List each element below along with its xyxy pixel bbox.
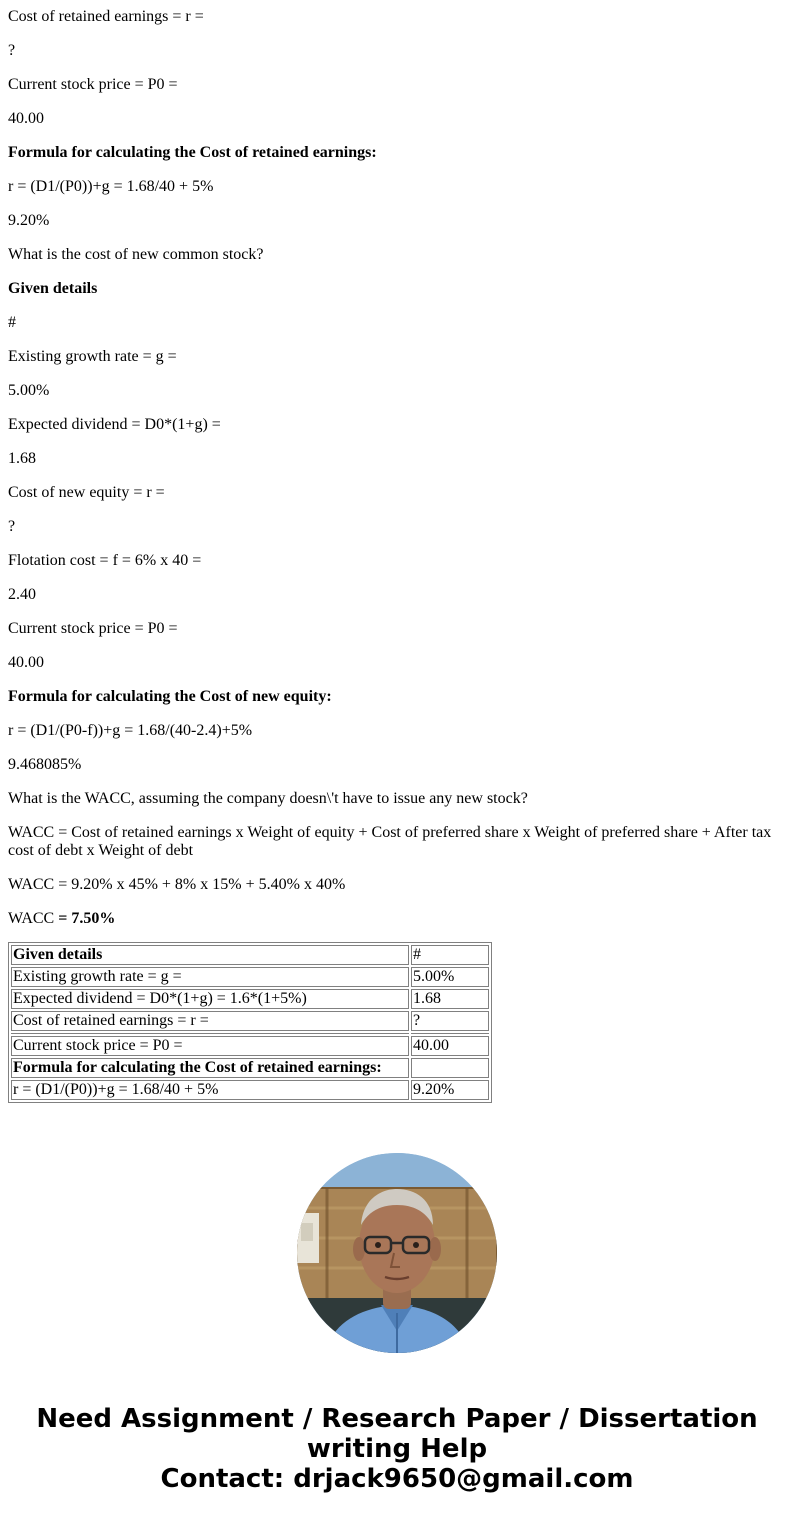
table-separator-cell [411,1033,489,1034]
table-cell-label: Formula for calculating the Cost of retained earnings: [11,1058,409,1078]
table-cell-label: Cost of retained earnings = r = [11,1011,409,1031]
given-details-table [8,942,492,1103]
table-row [11,989,489,1009]
text-line: 40.00 [8,654,44,671]
table-separator-cell [11,1033,409,1034]
text-line: Cost of new equity = r = [8,484,165,501]
text-line: r = (D1/(P0-f))+g = 1.68/(40-2.4)+5% [8,722,253,739]
table-cell-value [411,1058,489,1078]
table-cell-label: r = (D1/(P0))+g = 1.68/40 + 5% [11,1080,409,1100]
avatar [297,1153,497,1353]
table-cell-value: 1.68 [411,989,489,1009]
table-cell-label: Existing growth rate = g = [11,967,409,987]
wacc-formula: WACC = Cost of retained earnings x Weight of equity + Cost of preferred share x Weight of preferred share + After tax cost of debt x Weight of debt [8,824,772,859]
table-cell-value: 40.00 [411,1036,489,1056]
text-line: 40.00 [8,110,44,127]
text-line: Cost of retained earnings = r = [8,8,204,25]
text-line: 9.20% [8,212,50,229]
promo-line: writing Help [306,1434,488,1464]
table-cell-value: # [411,945,489,965]
wacc-calculation: WACC = 9.20% x 45% + 8% x 15% + 5.40% x 40% [8,876,346,893]
formula-heading: Formula for calculating the Cost of retained earnings: [8,144,377,161]
avatar-portrait-icon [297,1153,497,1353]
table-cell-value: 5.00% [411,967,489,987]
text-line: Existing growth rate = g = [8,348,177,365]
text-line: r = (D1/(P0))+g = 1.68/40 + 5% [8,178,214,195]
section-heading: Given details [8,280,98,297]
table-row [11,1011,489,1031]
table-cell-label: Expected dividend = D0*(1+g) = 1.6*(1+5%) [11,989,409,1009]
text-line: Expected dividend = D0*(1+g) = [8,416,221,433]
table-cell-label: Given details [11,945,409,965]
text-line: 2.40 [8,586,36,603]
text-line: Current stock price = P0 = [8,76,178,93]
question-line: What is the WACC, assuming the company doesn\'t have to issue any new stock? [8,790,528,807]
text-line: Current stock price = P0 = [8,620,178,637]
wacc-result [8,910,786,928]
text-line: 1.68 [8,450,36,467]
question-line: What is the cost of new common stock? [8,246,264,263]
wacc-result-prefix: WACC [8,910,59,927]
text-line: Flotation cost = f = 6% x 40 = [8,552,202,569]
promo-line: Need Assignment / Research Paper / Dissertation [36,1404,758,1434]
text-line: ? [8,518,16,535]
promo-banner [0,1404,794,1494]
table-cell-value: ? [411,1011,489,1031]
table-cell-label: Current stock price = P0 = [11,1036,409,1056]
table-row [11,1036,489,1056]
table-row [11,1058,489,1078]
table-row [11,967,489,987]
promo-contact: Contact: drjack9650@gmail.com [160,1464,634,1494]
table-cell-value: 9.20% [411,1080,489,1100]
table-row [11,1080,489,1100]
wacc-result-value: = 7.50% [58,910,116,927]
text-line: 9.468085% [8,756,82,773]
text-line: # [8,314,16,331]
text-line: 5.00% [8,382,50,399]
formula-heading: Formula for calculating the Cost of new equity: [8,688,332,705]
table-row [11,945,489,965]
table-separator-row [11,1033,489,1034]
text-line: ? [8,42,16,59]
